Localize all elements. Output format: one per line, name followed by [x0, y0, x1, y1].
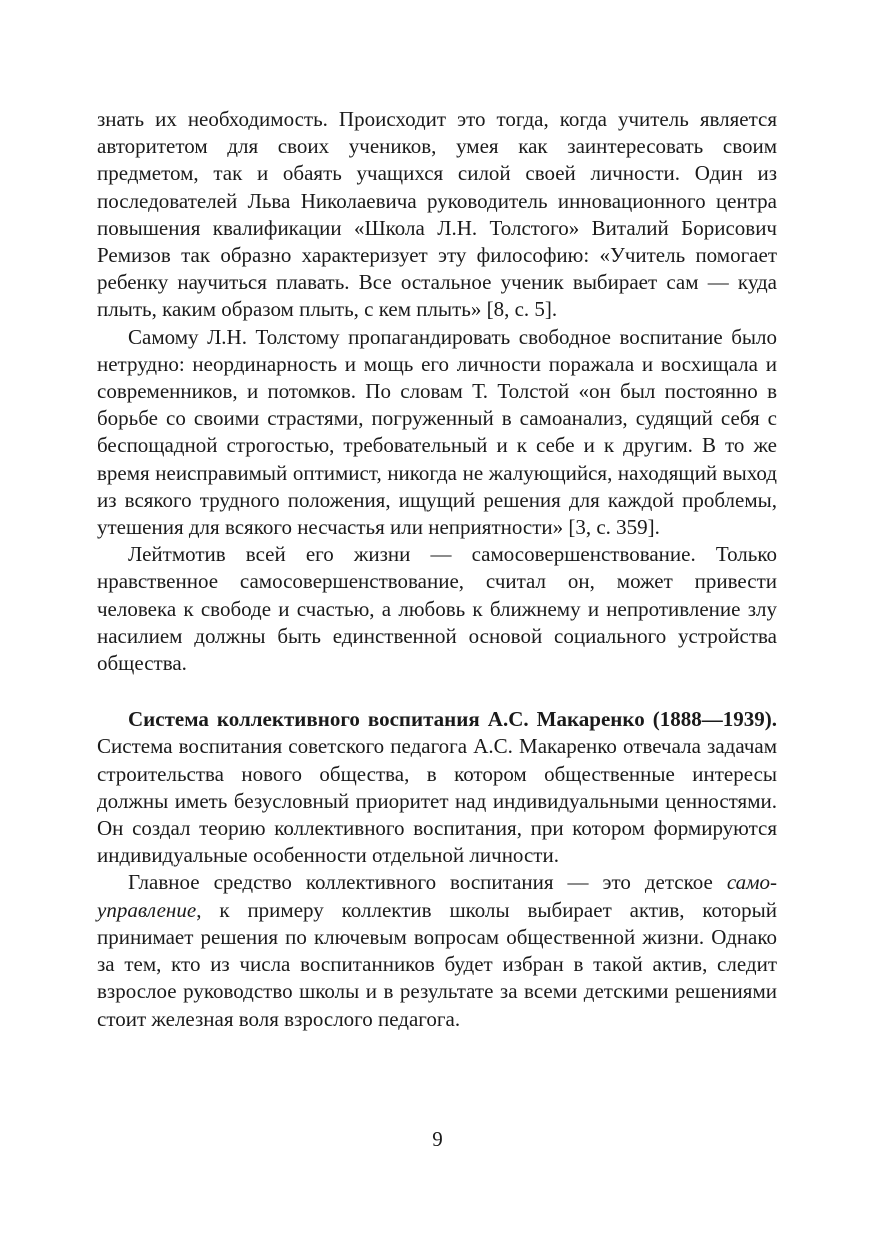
- section-heading: Система коллективного воспитания А.С. Макаренко (1888—1939).: [128, 707, 777, 732]
- page-body: [97, 106, 777, 1033]
- paragraph-makarenko-text: Система воспитания советского педагога А.С. Макаренко отвечала задачам строительства нового общества, в котором общественные интересы должны иметь безусловный приоритет над индивидуальными ценностями. Он создал теорию коллективного воспитания, при котором формируются индивидуальные особенности отдельной личности.: [97, 734, 777, 868]
- paragraph-self-government-end: , к примеру коллектив школы выбирает актив, который принимает решения по ключевым вопросам общественной жизни. Однако за тем, кто из числа воспитанников будет избран в такой актив, следит взрослое руководство школы и в результате за всеми детскими решениями стоит железная воля взрослого педагога.: [97, 897, 777, 1031]
- paragraph-tolstoy-personality: Самому Л.Н. Толстому пропагандировать свободное воспитание было нетрудно: неординарность и мощь его личности поражала и восхищала и современников, и потомков. По словам Т. Толстой «он был постоянно в борьбе со своими страстями, погруженный в самоанализ, судящий себя с беспощадной строгостью, требовательный и к себе и к другим. В то же время неисправимый оптимист, никогда не жалующийся, находящий выход из всякого трудного положения, ищущий решения для каждой проблемы, утешения для всякого несчастья или неприятности» [3, с. 359].: [97, 324, 777, 540]
- paragraph-makarenko-intro: [97, 706, 777, 869]
- page-number: 9: [432, 1127, 443, 1151]
- emphasis-self-government: самоуправление: [97, 870, 777, 922]
- section-gap: [97, 677, 777, 706]
- paragraph-continuation: знать их необходимость. Происходит это тогда, когда учитель является авторитетом для своих учеников, умея как заинтересовать своим предметом, так и обаять учащихся силой своей личности. Один из последователей Льва Николаевича руководитель инновационного центра повышения квалификации «Школа Л.Н. Толстого» Виталий Борисович Ремизов так образно характеризует эту философию: «Учитель помогает ребенку научиться плавать. Все остальное ученик выбирает сам — куда плыть, каким образом плыть, с кем плыть» [8, с. 5].: [97, 107, 777, 322]
- paragraph-self-government-start: Главное средство коллективного воспитания — это детское: [128, 870, 727, 895]
- paragraph-leitmotif: Лейтмотив всей его жизни — самосовершенствование. Только нравственное самосовершенствование, считал он, может привести человека к свободе и счастью, а любовь к ближнему и непротивление злу насилием должны быть единственной основой социального устройства общества.: [97, 542, 777, 676]
- paragraph-self-government: [97, 869, 777, 1032]
